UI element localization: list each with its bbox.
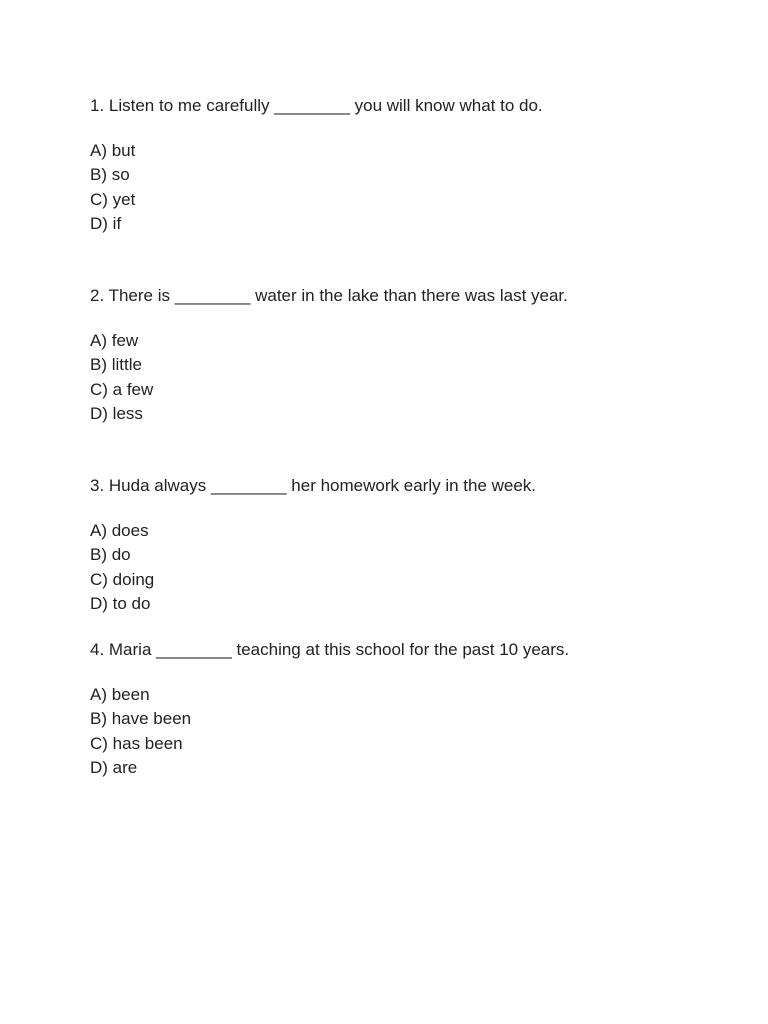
- question-prompt: 2. There is ________ water in the lake than there was last year.: [90, 286, 568, 305]
- option-c: C) yet: [90, 189, 136, 209]
- question-prompt: 3. Huda always ________ her homework early in the week.: [90, 476, 537, 495]
- question-2: [90, 284, 730, 426]
- option-d: D) to do: [90, 593, 151, 613]
- question-prompt: 1. Listen to me carefully ________ you will know what to do.: [90, 96, 543, 115]
- answer-options: [90, 139, 730, 236]
- option-a: A) does: [90, 521, 149, 540]
- option-b: B) have been: [90, 709, 192, 729]
- option-d: D) are: [90, 757, 138, 777]
- option-b: B) so: [90, 165, 130, 185]
- option-b: B) do: [90, 545, 131, 565]
- option-b: B) little: [90, 355, 142, 375]
- option-d: D) less: [90, 403, 143, 423]
- option-a: A) been: [90, 685, 150, 704]
- option-a: A) but: [90, 141, 136, 160]
- option-c: C) doing: [90, 569, 155, 589]
- answer-options: [90, 329, 730, 426]
- answer-options: [90, 683, 730, 780]
- option-d: D) if: [90, 213, 122, 233]
- question-1: [90, 94, 730, 236]
- question-4: [90, 638, 730, 780]
- option-c: C) has been: [90, 733, 183, 753]
- option-a: A) few: [90, 331, 139, 350]
- question-prompt: 4. Maria ________ teaching at this school for the past 10 years.: [90, 640, 570, 659]
- option-c: C) a few: [90, 379, 154, 399]
- answer-options: [90, 519, 730, 616]
- question-3: [90, 474, 730, 616]
